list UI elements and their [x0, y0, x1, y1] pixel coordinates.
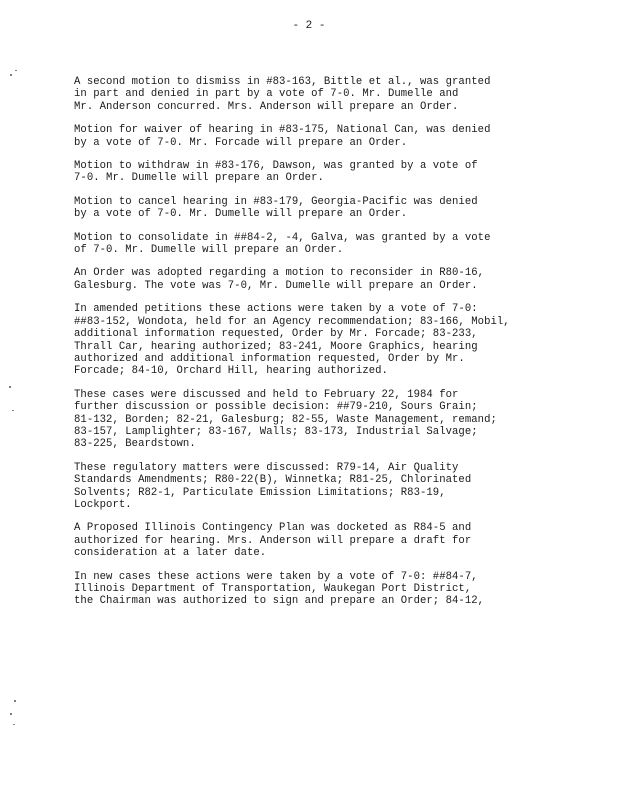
paragraph-new-cases: In new cases these actions were taken by a vote of 7-0: ##84-7, Illinois Department of Transportation, Waukegan Port District, the Chairman was authorized to sign and prepare an Order; 84-12, — [74, 570, 485, 608]
paragraph-cases-held: These cases were discussed and held to February 22, 1984 for further discussion or possible decision: ##79-210, Sours Grain; 81-132, Borden; 82-21, Galesburg; 82-55, Waste Management, remand; 83-157, Lamplighter; 83-167, Walls; 83-173, Industrial Salvage; 83-225, Beardstown. — [74, 388, 497, 451]
scan-speck — [12, 410, 14, 411]
scan-speck — [15, 70, 17, 71]
scan-speck — [9, 386, 11, 388]
page-number: - 2 - — [292, 20, 326, 32]
paragraph-contingency-plan: A Proposed Illinois Contingency Plan was docketed as R84-5 and authorized for hearing. Mrs. Anderson will prepare a draft for consideration at a later date. — [74, 522, 472, 560]
paragraph-order-reconsider: An Order was adopted regarding a motion to reconsider in R80-16, Galesburg. The vote was 7-0, Mr. Dumelle will prepare an Order. — [74, 267, 485, 292]
scan-speck — [10, 713, 12, 715]
paragraph-regulatory-matters: These regulatory matters were discussed: R79-14, Air Quality Standards Amendments; R80-22(B), Winnetka; R81-25, Chlorinated Solvents; R82-1, Particulate Emission Limitations; R83-19, Lockport. — [74, 461, 472, 511]
scan-speck — [13, 724, 15, 725]
minutes-body — [74, 76, 554, 619]
paragraph-amended-petitions: In amended petitions these actions were taken by a vote of 7-0: ##83-152, Wondota, held for an Agency recommendation; 83-166, Mobil, additional information requested, Order by Mr. Forcade; 83-233, Thrall Car, hearing authorized; 83-241, Moore Graphics, hearing authorized and additional information requested, Order by Mr. Forcade; 84-10, Orchard Hill, hearing authorized. — [74, 303, 510, 378]
paragraph-motion-withdraw: Motion to withdraw in #83-176, Dawson, was granted by a vote of 7-0. Mr. Dumelle will prepare an Order. — [74, 160, 478, 185]
scan-speck — [14, 700, 16, 702]
paragraph-waiver-hearing: Motion for waiver of hearing in #83-175, National Can, was denied by a vote of 7-0. Mr. Forcade will prepare an Order. — [74, 124, 491, 149]
scan-speck — [10, 74, 12, 76]
paragraph-motion-dismiss: A second motion to dismiss in #83-163, Bittle et al., was granted in part and denied in part by a vote of 7-0. Mr. Dumelle and Mr. Anderson concurred. Mrs. Anderson will prepare an Order. — [74, 76, 491, 113]
paragraph-consolidate: Motion to consolidate in ##84-2, -4, Galva, was granted by a vote of 7-0. Mr. Dumelle will prepare an Order. — [74, 231, 491, 257]
paragraph-cancel-hearing: Motion to cancel hearing in #83-179, Georgia-Pacific was denied by a vote of 7-0. Mr. Dumelle will prepare an Order. — [74, 195, 478, 221]
